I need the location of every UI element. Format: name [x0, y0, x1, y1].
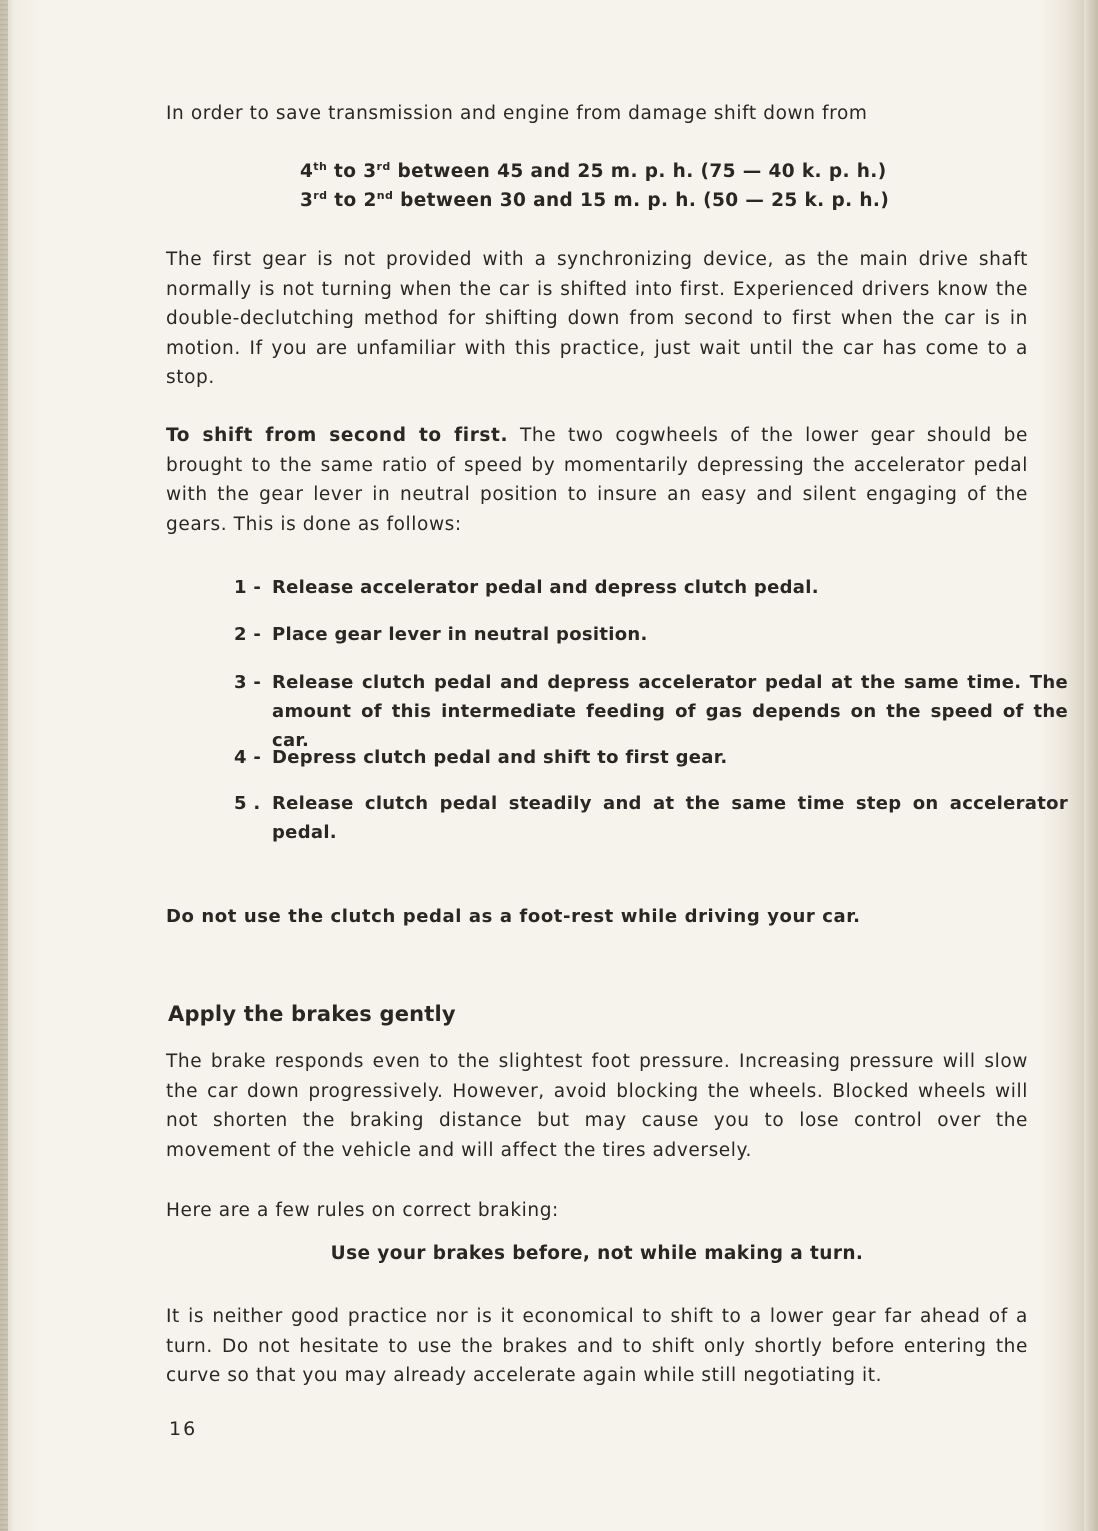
clutch-warning: Do not use the clutch pedal as a foot-rest while driving your car.: [166, 906, 861, 927]
shift-ratio-3-2: 3rd to 2nd between 30 and 15 m. p. h. (50 — 25 k. p. h.): [300, 189, 890, 211]
shift-paragraph-lead: To shift from second to first.: [166, 425, 509, 446]
step-4: 4 - Depress clutch pedal and shift to first gear.: [234, 747, 728, 768]
final-paragraph: It is neither good practice nor is it economical to shift to a lower gear far ahead of a turn. Do not hesitate to use the brakes and to shift only shortly before entering the curve so that you may already accelerate again while still negotiating it.: [166, 1306, 1028, 1386]
braking-rule: Use your brakes before, not while making a turn.: [330, 1243, 864, 1264]
shift-ratio-4-3: 4th to 3rd between 45 and 25 m. p. h. (75 — 40 k. p. h.): [300, 160, 887, 182]
step-1: 1 - Release accelerator pedal and depress clutch pedal.: [234, 577, 819, 598]
first-gear-paragraph: The first gear is not provided with a synchronizing device, as the main drive shaft normally is not turning when the car is shifted into first. Experienced drivers know the double-declutching method for shifting down from second to first when the car is in motion. If you are unfamiliar with this practice, just wait until the car has come to a stop.: [166, 249, 1028, 388]
brakes-heading: Apply the brakes gently: [168, 1002, 456, 1026]
intro-text: In order to save transmission and engine from damage shift down from: [166, 103, 868, 124]
page-spine-edge: [0, 0, 8, 1531]
shift-paragraph-text: The two cogwheels of the lower gear should be brought to the same ratio of speed by momentarily depressing the accelerator pedal with the gear lever in neutral position to insure an easy and silent engaging of the gears. This is done as follows:: [166, 425, 1028, 535]
step-5: 5 . Release clutch pedal steadily and at the same time step on accelerator pedal.: [234, 793, 1068, 843]
step-2: 2 - Place gear lever in neutral position.: [234, 624, 648, 645]
page-number: 16: [169, 1418, 198, 1440]
shift-second-to-first-paragraph: [166, 421, 1028, 539]
step-3: 3 - Release clutch pedal and depress accelerator pedal at the same time. The amount of this intermediate feeding of gas depends on the speed of the car.: [234, 672, 1068, 751]
rules-intro: Here are a few rules on correct braking:: [166, 1200, 559, 1221]
brakes-paragraph: The brake responds even to the slightest foot pressure. Increasing pressure will slow the car down progressively. However, avoid blocking the wheels. Blocked wheels will not shorten the braking distance but may cause you to lose control over the movement of the vehicle and will affect the tires adversely.: [166, 1051, 1028, 1161]
page-right-edge: [1084, 0, 1098, 1531]
